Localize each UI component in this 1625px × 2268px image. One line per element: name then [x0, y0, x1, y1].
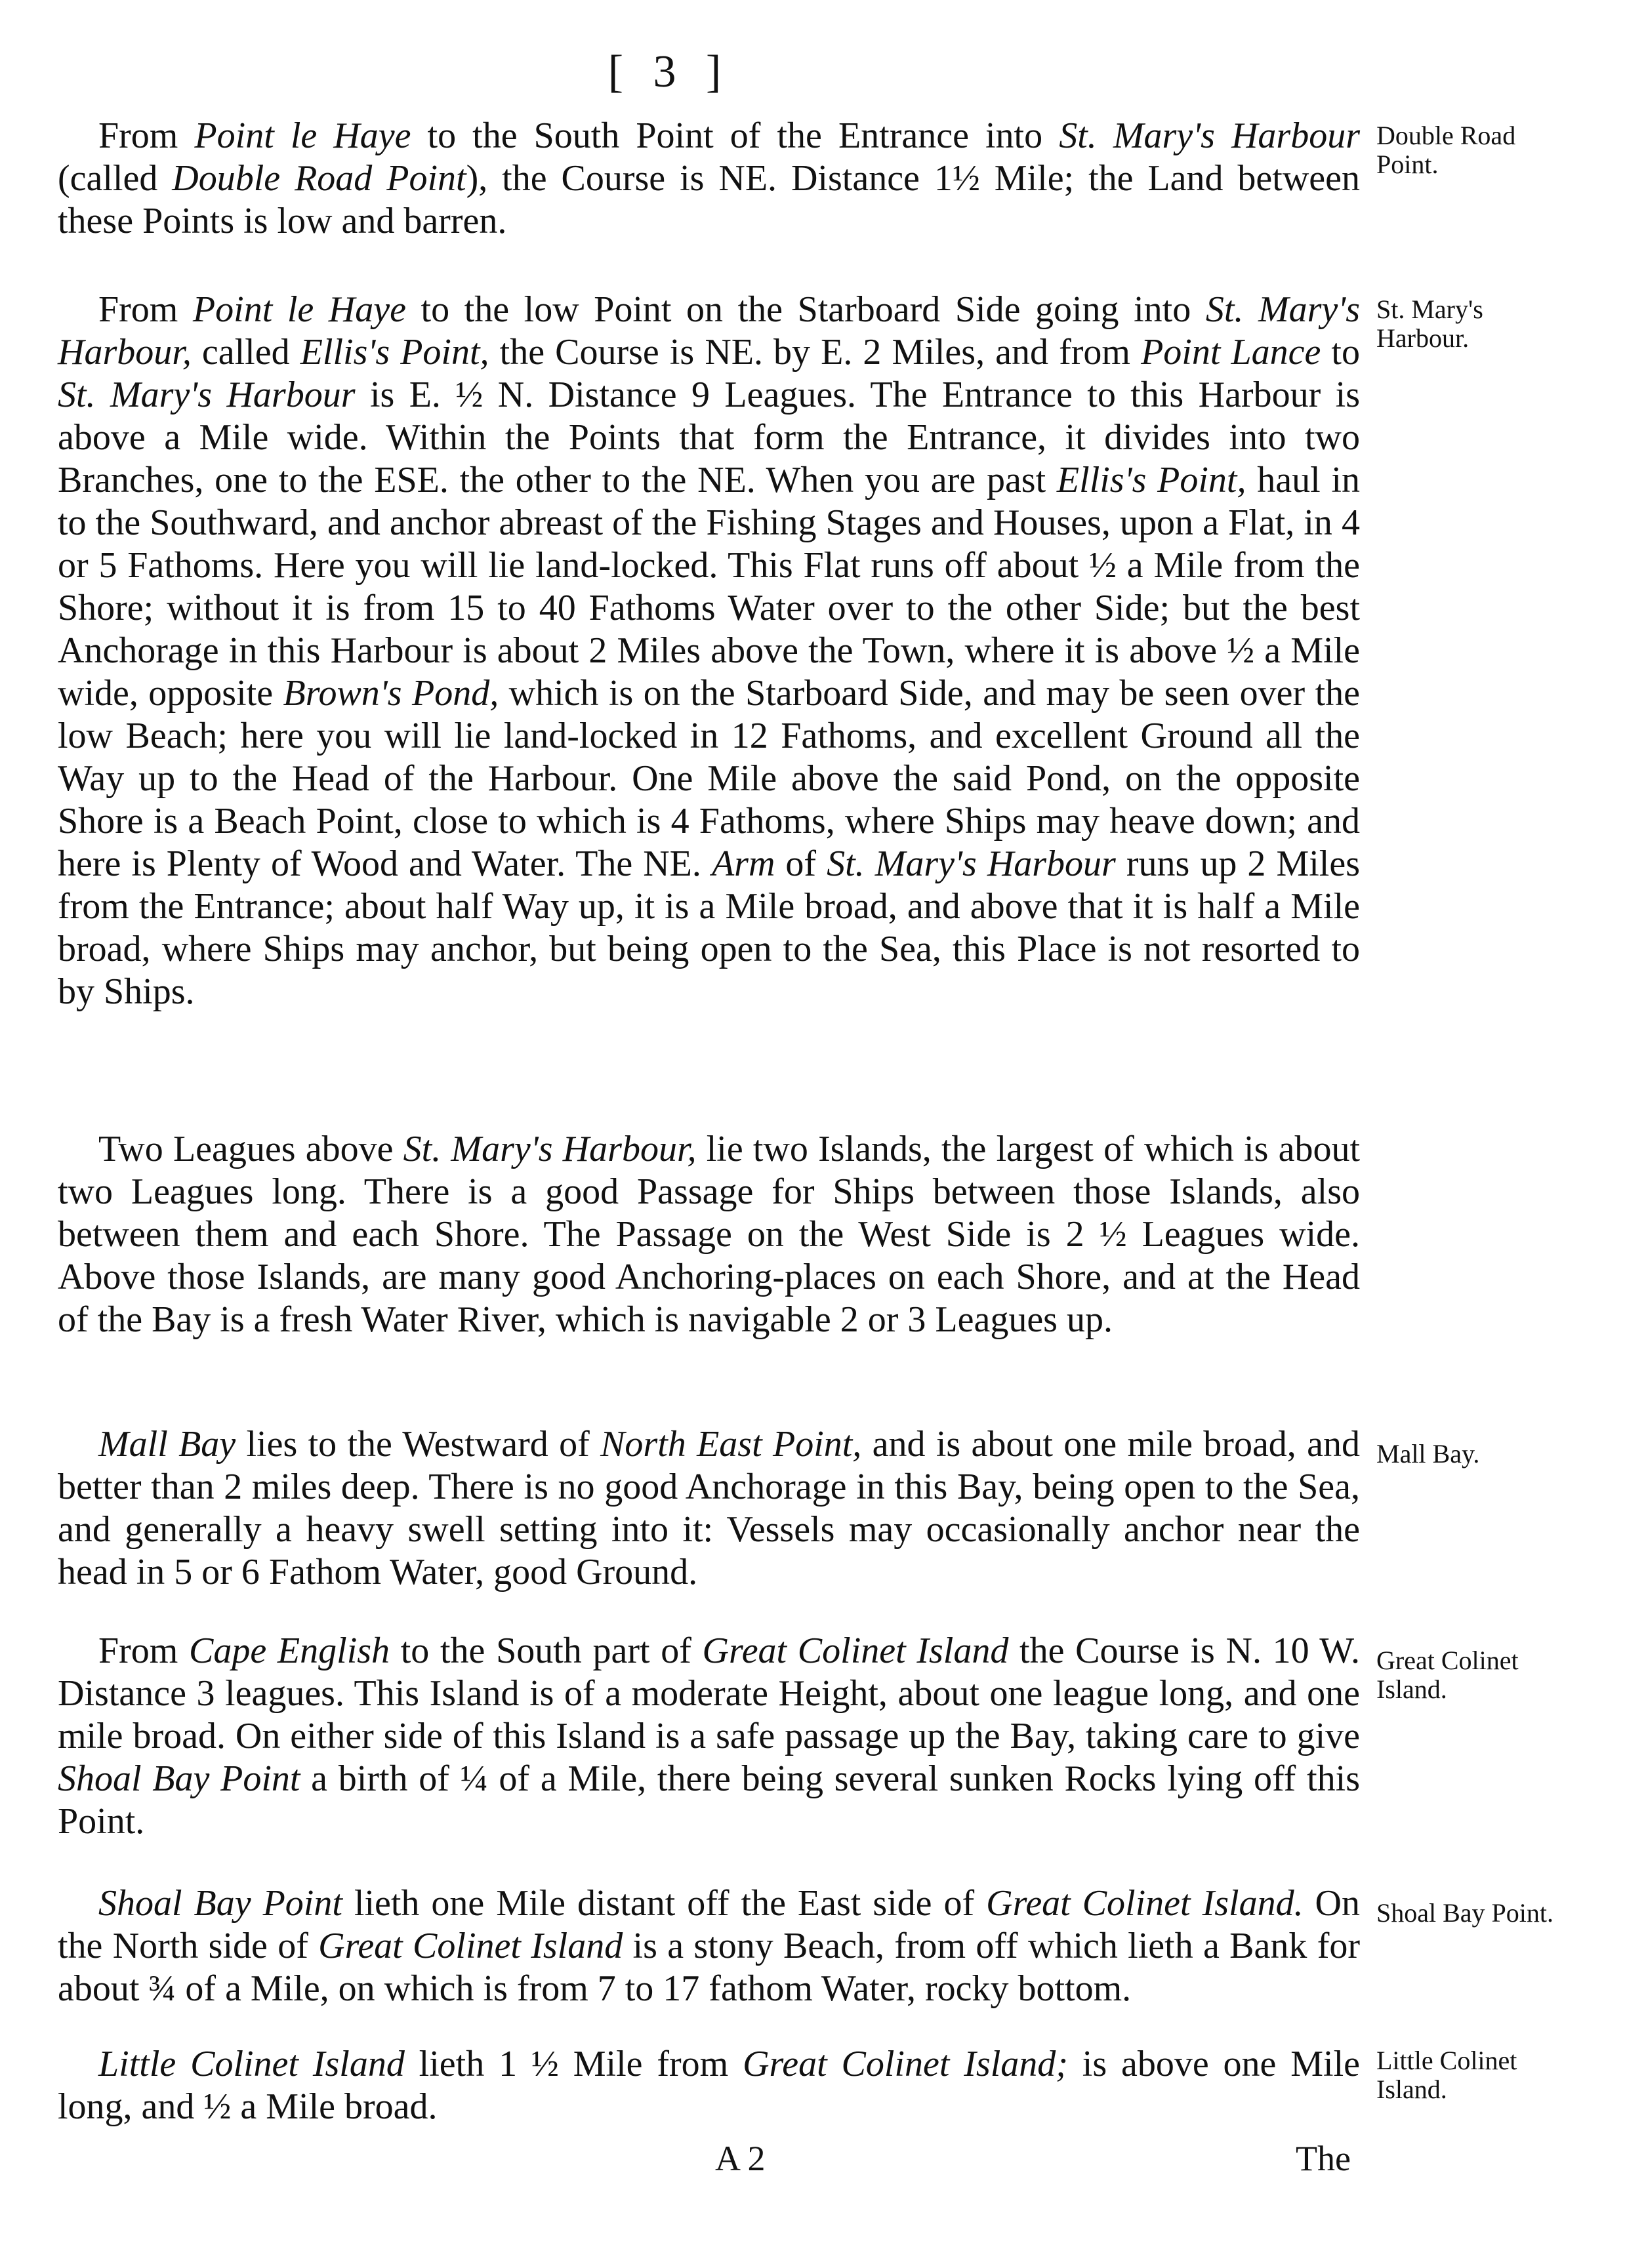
text-run: the Course is N. 10 W. Distance 3 leagues. This Island is of a moderate Height, about one league long, and one mile broad. On either side of this Island is a safe passage up the Bay, taking care to give	[58, 1630, 1361, 1756]
text-run: lies to the Westward of	[236, 1424, 601, 1465]
italic-phrase: North East Point,	[600, 1424, 862, 1465]
italic-phrase: Cape English	[189, 1630, 390, 1671]
italic-phrase: St. Mary's Harbour,	[403, 1129, 697, 1169]
italic-phrase: Great Colinet Island	[318, 1926, 623, 1966]
italic-phrase: Brown's Pond,	[283, 673, 499, 714]
paragraph-two-islands	[58, 1128, 1360, 1341]
text-run: is E. ½ N. Distance 9 Leagues. The Entrance to this Harbour is above a Mile wide. Within the Points that form the Entrance, it divides into two Branches, one to the ESE. the other to the NE. When you are past	[58, 375, 1360, 500]
text-run: From	[98, 1630, 190, 1671]
text-run: to	[1321, 332, 1360, 373]
margin-note-little-colinet-island: Little Colinet Island.	[1376, 2046, 1517, 2104]
italic-phrase: St. Mary's Harbour	[1059, 115, 1360, 156]
italic-phrase: St. Mary's Harbour	[827, 843, 1116, 884]
margin-note-shoal-bay-point: Shoal Bay Point.	[1376, 1898, 1554, 1928]
paragraph-double-road-point	[58, 115, 1360, 243]
italic-phrase: Double Road Point	[172, 158, 466, 199]
italic-phrase: Shoal Bay Point	[98, 1883, 342, 1924]
margin-note-st-marys-harbour: St. Mary's Harbour.	[1376, 294, 1483, 353]
margin-note-great-colinet-island: Great Colinet Island.	[1376, 1646, 1519, 1704]
paragraph-great-colinet-island	[58, 1630, 1360, 1843]
text-run: From	[98, 289, 193, 330]
margin-note-double-road-point: Double Road Point.	[1376, 121, 1516, 179]
italic-phrase: Point le Haye	[192, 289, 406, 330]
italic-phrase: St. Mary's Harbour,	[58, 289, 1361, 373]
catchword: The	[1296, 2139, 1351, 2178]
text-run: ), the Course is NE. Distance 1½ Mile; the Land between these Points is low and barren.	[58, 158, 1360, 241]
text-run: lie two Islands, the largest of which is about two Leagues long. There is a good Passage for Ships between those Islands, also between them and each Shore. The Passage on the West Side is 2 ½ Leagues wide. Above those Islands, are many good Anchoring-places on each Shore, and at the Head of the Bay is a fresh Water River, which is navigable 2 or 3 Leagues up.	[58, 1129, 1361, 1340]
italic-phrase: Ellis's Point,	[300, 332, 489, 373]
text-run: called	[191, 332, 300, 373]
text-run: is above one Mile long, and ½ a Mile broad.	[58, 2044, 1360, 2127]
paragraph-little-colinet-island	[58, 2043, 1360, 2128]
italic-phrase: Great Colinet Island	[702, 1630, 1009, 1671]
text-run: On the North side of	[58, 1883, 1360, 1966]
text-run: a birth of ¼ of a Mile, there being several sunken Rocks lying off this Point.	[58, 1758, 1360, 1842]
italic-phrase: Great Colinet Island;	[743, 2044, 1068, 2084]
italic-phrase: St. Mary's Harbour	[58, 375, 356, 415]
italic-phrase: Ellis's Point,	[1056, 460, 1246, 500]
text-run: From	[98, 115, 195, 156]
paragraph-st-marys-harbour	[58, 289, 1360, 1013]
signature-mark: A 2	[715, 2139, 766, 2178]
paragraph-mall-bay	[58, 1423, 1360, 1594]
text-run: lieth 1 ½ Mile from	[404, 2044, 743, 2084]
text-run: to the low Point on the Starboard Side going into	[405, 289, 1206, 330]
text-run: and is about one mile broad, and better than 2 miles deep. There is no good Anchorage in this Bay, being open to the Sea, and generally a heavy swell setting into it: Vessels may occasionally anchor near the head in 5 or 6 Fathom Water, good Ground.	[58, 1424, 1360, 1592]
italic-phrase: Mall Bay	[98, 1424, 236, 1465]
italic-phrase: Great Colinet Island.	[986, 1883, 1304, 1924]
text-run: (called	[58, 158, 173, 199]
text-run: haul in to the Southward, and anchor abreast of the Fishing Stages and Houses, upon a Flat, in 4 or 5 Fathoms. Here you will lie land-locked. This Flat runs off about ½ a Mile from the Shore; without it is from 15 to 40 Fathoms Water over to the other Side; but the best Anchorage in this Harbour is about 2 Miles above the Town, where it is above ½ a Mile wide, opposite	[58, 460, 1360, 714]
text-run: Two Leagues above	[98, 1129, 403, 1169]
italic-phrase: Point le Haye	[194, 115, 411, 156]
italic-phrase: Little Colinet Island	[98, 2044, 405, 2084]
text-run: lieth one Mile distant off the East side of	[342, 1883, 987, 1924]
text-run: to the South Point of the Entrance into	[411, 115, 1059, 156]
text-run: runs up 2 Miles from the Entrance; about half Way up, it is a Mile broad, and above that it is half a Mile broad, where Ships may anchor, but being open to the Sea, this Place is not resorted to by Ships.	[58, 843, 1361, 1012]
italic-phrase: Point Lance	[1141, 332, 1321, 373]
italic-phrase: Shoal Bay Point	[58, 1758, 300, 1799]
text-run: to the South part of	[390, 1630, 703, 1671]
text-run: is a stony Beach, from off which lieth a Bank for about ¾ of a Mile, on which is from 7 to 17 fathom Water, rocky bottom.	[58, 1926, 1360, 2009]
italic-phrase: Arm	[711, 843, 775, 884]
paragraph-shoal-bay-point	[58, 1882, 1360, 2010]
page-number: [ 3 ]	[607, 47, 731, 97]
text-run: of	[775, 843, 827, 884]
text-run: which is on the Starboard Side, and may be seen over the low Beach; here you will lie land-locked in 12 Fathoms, and excellent Ground all the Way up to the Head of the Harbour. One Mile above the said Pond, on the opposite Shore is a Beach Point, close to which is 4 Fathoms, where Ships may heave down; and here is Plenty of Wood and Water. The NE.	[58, 673, 1361, 884]
margin-note-mall-bay: Mall Bay.	[1376, 1439, 1480, 1468]
text-run: the Course is NE. by E. 2 Miles, and from	[489, 332, 1142, 373]
